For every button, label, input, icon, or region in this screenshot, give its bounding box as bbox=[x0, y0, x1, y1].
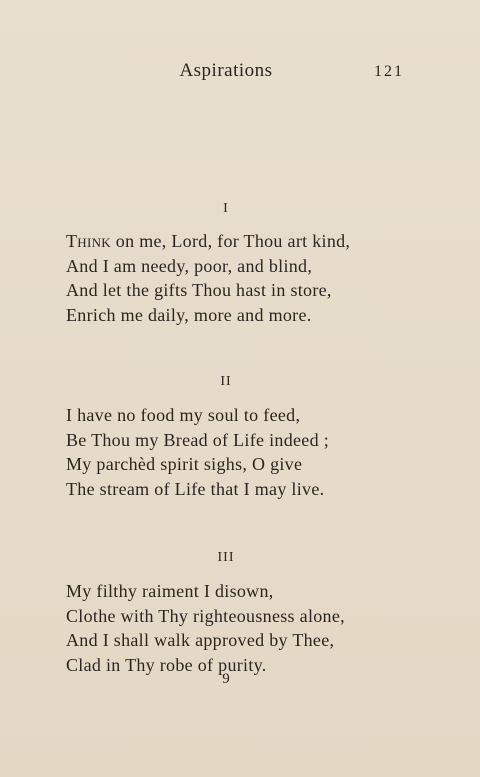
verse-initial-word: Think bbox=[66, 231, 111, 251]
verse-line: My filthy raiment I disown, bbox=[66, 581, 274, 601]
stanza-numeral-3: III bbox=[217, 550, 235, 565]
stanza-numeral-2: II bbox=[220, 374, 232, 389]
stanza-3 bbox=[66, 579, 345, 677]
stanza-1 bbox=[66, 229, 350, 327]
stanza-2 bbox=[66, 403, 329, 501]
verse-line-rest: on me, Lord, for Thou art kind, bbox=[111, 231, 351, 251]
verse-line: And let the gifts Thou hast in store, bbox=[66, 280, 332, 300]
verse-line: Clad in Thy robe of purity. bbox=[66, 654, 267, 675]
verse-line: My parchèd spirit sighs, O give bbox=[66, 454, 303, 474]
verse-line: Clothe with Thy righteousness alone, bbox=[66, 605, 345, 626]
verse-line bbox=[66, 229, 350, 254]
verse-line: I have no food my soul to feed, bbox=[66, 405, 301, 425]
running-title: Aspirations bbox=[179, 60, 273, 81]
page-number: 121 bbox=[374, 63, 404, 80]
verse-line: And I am needy, poor, and blind, bbox=[66, 255, 313, 276]
verse-line: Be Thou my Bread of Life indeed ; bbox=[66, 429, 329, 450]
verse-line: The stream of Life that I may live. bbox=[66, 478, 325, 499]
signature-mark: 9 bbox=[222, 671, 230, 687]
verse-line: Enrich me daily, more and more. bbox=[66, 304, 312, 325]
verse-line: And I shall walk approved by Thee, bbox=[66, 630, 335, 650]
stanza-numeral-1: I bbox=[223, 201, 229, 216]
